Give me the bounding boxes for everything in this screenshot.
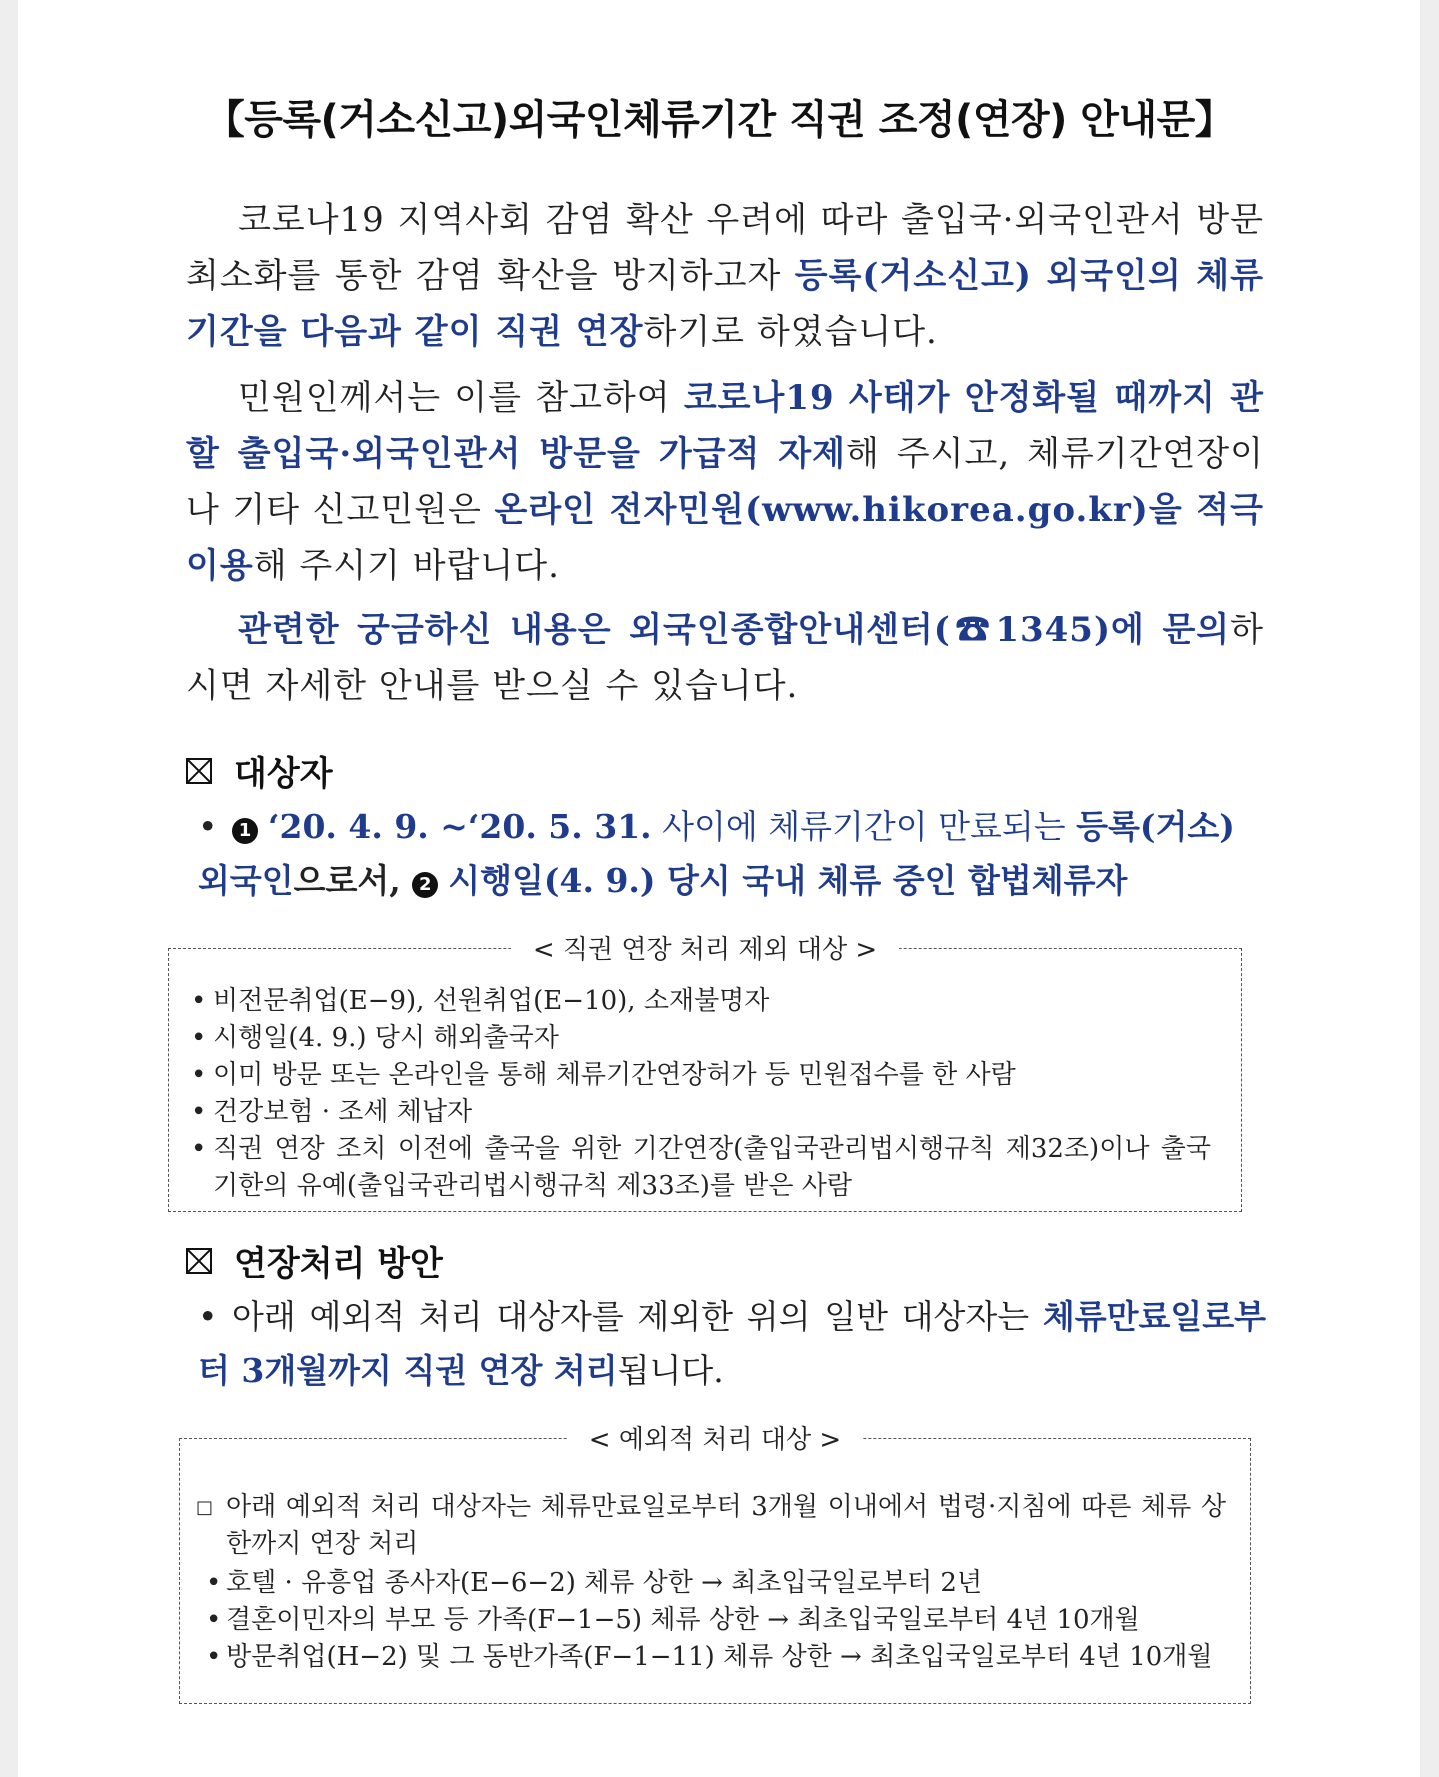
list-item: • 시행일(4. 9.) 당시 해외출국자 — [191, 1023, 559, 1053]
target-bullet — [198, 800, 1266, 908]
list-item: • 결혼이민자의 부모 등 가족(F−1−5) 체류 상한 → 최초입국일로부터 4년 10개월 — [206, 1605, 1140, 1635]
checkbox-x-icon — [186, 1248, 212, 1274]
exception-box — [179, 1425, 1251, 1704]
page-title: 【등록(거소신고)외국인체류기간 직권 조정(연장) 안내문】 — [204, 97, 1235, 143]
method-bullet — [198, 1290, 1266, 1398]
list-item: • 직권 연장 조치 이전에 출국을 위한 기간연장(출입국관리법시행규칙 제32조)이나 출국기한의 유예(출입국관리법시행규칙 제33조)를 받은 사람 — [191, 1134, 1211, 1201]
number-1-icon: 1 — [232, 818, 258, 844]
target-highlight-2: 시행일(4. 9.) 당시 국내 체류 중인 합법체류자 — [448, 861, 1128, 900]
contact-highlight: 관련한 궁금하신 내용은 외국인종합안내센터(☎1345)에 문의 — [238, 610, 1231, 650]
target-text-1: 사이에 체류기간이 만료되는 — [651, 807, 1077, 846]
method-text-1: 아래 예외적 처리 대상자를 제외한 위의 일반 대상자는 — [232, 1297, 1043, 1336]
intro-text-2: 하기로 하였습니다. — [643, 312, 938, 352]
square-bullet-icon: □ — [196, 1497, 214, 1518]
target-highlight-1: 등록(거소) 외국인 — [198, 807, 1235, 900]
number-2-icon: 2 — [412, 872, 438, 898]
exception-lead: □ 아래 예외적 처리 대상자는 체류만료일로부터 3개월 이내에서 법령·지침에 따른 체류 상한까지 연장 처리 — [196, 1489, 1226, 1563]
list-item: • 건강보험 · 조세 체납자 — [191, 1097, 473, 1127]
intro-text-1: 코로나19 지역사회 감염 확산 우려에 따라 출입국·외국인관서 방문 최소화를 통한 감염 확산을 방지하고자 — [186, 200, 1264, 296]
exclusion-box — [168, 935, 1242, 1212]
section-target-title: 대상자 — [234, 754, 333, 794]
bullet-dot: • — [198, 1297, 218, 1336]
exception-list — [206, 1565, 1226, 1676]
target-dates: ‘20. 4. 9. ~‘20. 5. 31. — [268, 807, 652, 846]
target-text-2: 으로서, — [293, 861, 413, 900]
request-paragraph — [186, 370, 1264, 594]
list-item: • 호텔 · 유흥업 종사자(E−6−2) 체류 상한 → 최초입국일로부터 2년 — [206, 1568, 983, 1598]
section-target-heading — [186, 746, 333, 795]
request-text-3: 해 주시기 바랍니다. — [253, 546, 560, 586]
exclusion-box-title: < 직권 연장 처리 제외 대상 > — [511, 935, 899, 965]
request-highlight-1: 코로나19 사태가 안정화될 때까지 관할 출입국·외국인관서 방문을 가급적 자제 — [186, 378, 1264, 474]
request-text-1: 민원인께서는 이를 참고하여 — [238, 378, 684, 418]
intro-paragraph — [186, 192, 1264, 360]
checkbox-x-icon — [186, 758, 212, 784]
exception-box-title: < 예외적 처리 대상 > — [567, 1425, 863, 1455]
request-text-2: 해 주시고, 체류기간연장이나 기타 신고민원은 — [186, 434, 1264, 530]
list-item: • 비전문취업(E−9), 선원취업(E−10), 소재불명자 — [191, 986, 770, 1016]
section-method-heading — [186, 1236, 443, 1285]
method-highlight: 체류만료일로부터 3개월까지 직권 연장 처리 — [198, 1297, 1266, 1390]
contact-text: 하시면 자세한 안내를 받으실 수 있습니다. — [186, 610, 1264, 706]
exclusion-list — [191, 983, 1211, 1205]
list-item: • 방문취업(H−2) 및 그 동반가족(F−1−11) 체류 상한 → 최초입국일로부터 4년 10개월 — [206, 1642, 1213, 1672]
contact-paragraph — [186, 602, 1264, 714]
bullet-dot: • — [198, 807, 218, 846]
section-method-title: 연장처리 방안 — [234, 1244, 443, 1284]
intro-highlight: 등록(거소신고) 외국인의 체류기간을 다음과 같이 직권 연장 — [186, 256, 1264, 352]
method-text-2: 됩니다. — [617, 1351, 724, 1390]
request-highlight-2: 온라인 전자민원(www.hikorea.go.kr)을 적극 이용 — [186, 490, 1264, 586]
list-item: • 이미 방문 또는 온라인을 통해 체류기간연장허가 등 민원접수를 한 사람 — [191, 1060, 1016, 1090]
